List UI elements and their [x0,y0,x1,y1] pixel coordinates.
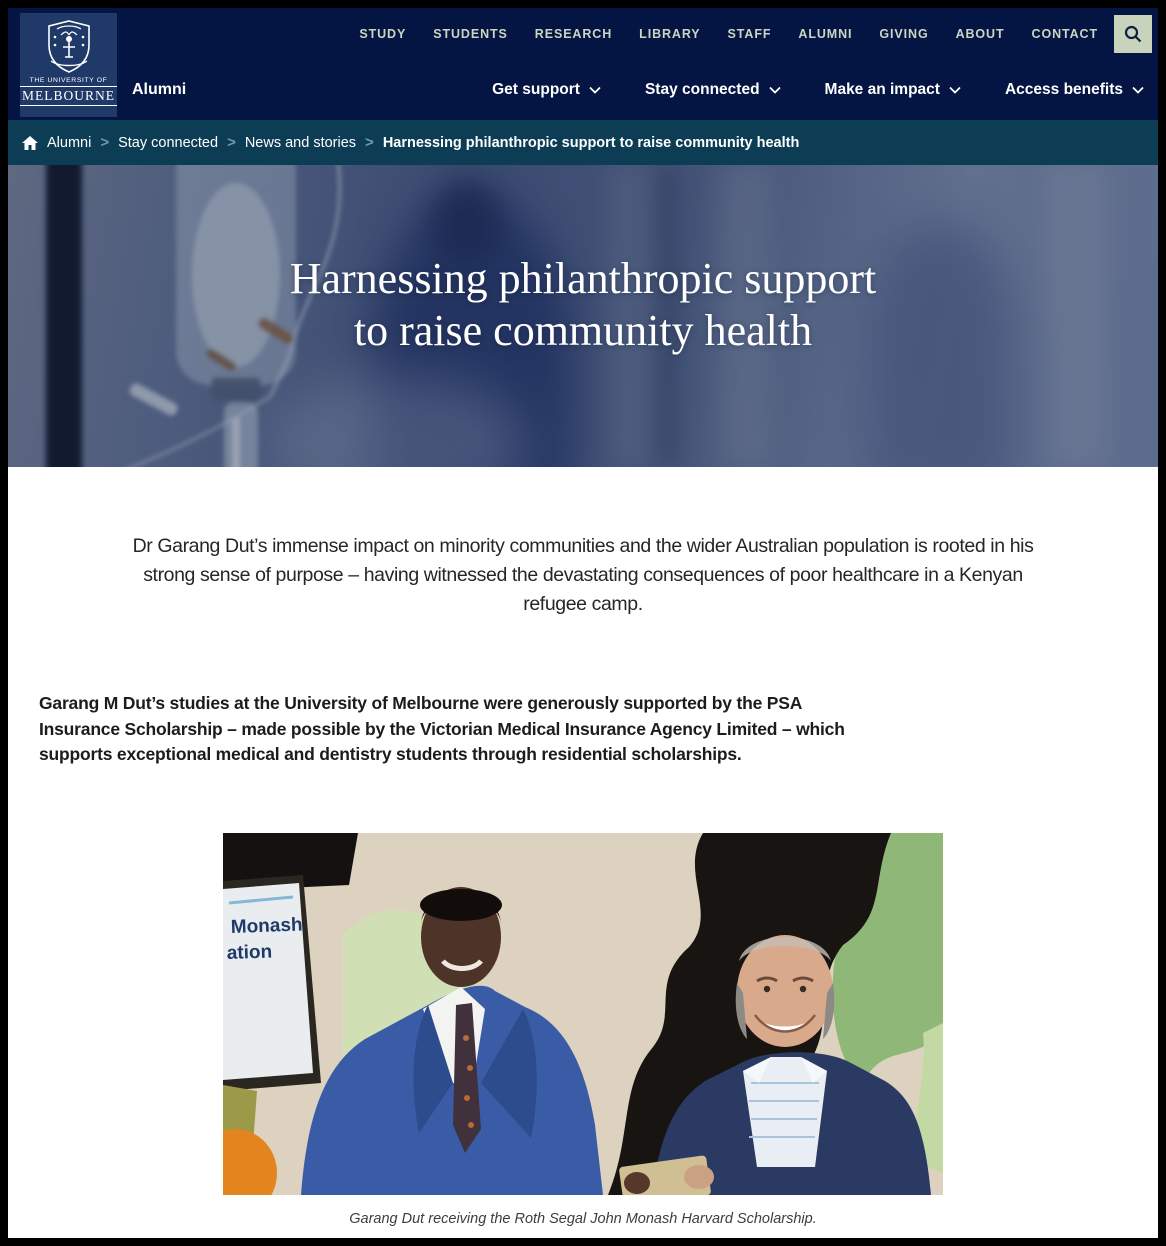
main-nav-row [8,60,1158,120]
nav-dropdown-stay-connected[interactable] [645,81,781,99]
nav-item-contact[interactable]: CONTACT [1031,27,1098,41]
utility-nav-row [8,8,1158,60]
breadcrumb-current-page: Harnessing philanthropic support to raise community health [382,134,800,151]
photo-screen-text-line2: ation [226,940,273,964]
logo-text-line2: MELBOURNE [20,86,117,106]
photo-screen-text-line1: Monash [230,914,303,938]
nav-item-research[interactable]: RESEARCH [534,27,613,41]
breadcrumb-separator-icon: > [100,134,110,151]
nav-item-alumni[interactable]: ALUMNI [798,27,853,41]
section-label-alumni: Alumni [132,81,187,98]
nav-dropdown-label: Access benefits [1004,81,1123,98]
article-figure [223,833,943,1227]
breadcrumb-link-stay-connected[interactable]: Stay connected [118,134,219,151]
nav-dropdown-access-benefits[interactable] [1005,81,1144,99]
university-crest-icon [43,19,95,75]
article-intro-paragraph: Dr Garang Dut’s immense impact on minority communities and the wider Australian population is rooted in his strong sense of purpose – having witnessed the devastating consequences of poor healthcare in a Kenyan refugee camp. [132,535,1034,615]
breadcrumb [8,120,1158,165]
logo-text-line1: THE UNIVERSITY OF [29,77,108,84]
nav-item-about[interactable]: ABOUT [955,27,1005,41]
chevron-down-icon [589,86,601,94]
page-content [8,8,1158,1238]
nav-dropdown-label: Make an impact [824,81,940,98]
chevron-down-icon [1132,86,1144,94]
chevron-down-icon [769,86,781,94]
search-icon [1123,24,1143,44]
nav-dropdown-get-support[interactable] [492,81,601,99]
nav-item-giving[interactable]: GIVING [879,27,929,41]
breadcrumb-home-link[interactable] [22,136,38,150]
page-title-line1: Harnessing philanthropic support [289,254,877,303]
utility-nav [359,27,1098,41]
figure-caption: Garang Dut receiving the Roth Segal John Monash Harvard Scholarship. [349,1210,817,1227]
page-title-line2: to raise community health [353,306,813,355]
nav-item-library[interactable]: LIBRARY [639,27,701,41]
nav-item-study[interactable]: STUDY [359,27,407,41]
university-logo[interactable] [20,13,117,117]
article-lead-paragraph: Garang M Dut’s studies at the University of Melbourne were generously supported by the PSA Insurance Scholarship – made possible by the Victorian Medical Insurance Agency Limited – which supports exceptional medical and dentistry students through residential scholarships. [39,693,845,764]
search-button[interactable] [1114,15,1152,53]
nav-dropdown-label: Get support [492,81,580,98]
article-body [8,467,1158,1227]
breadcrumb-separator-icon: > [365,134,374,151]
home-icon [22,136,38,150]
nav-dropdown-make-an-impact[interactable] [825,81,961,99]
site-header [8,8,1158,120]
scholarship-photo [223,833,943,1195]
nav-dropdown-label: Stay connected [644,81,760,98]
page-title [8,253,1158,357]
hero-banner [8,165,1158,467]
breadcrumb-link-news-and-stories[interactable]: News and stories [244,134,357,151]
breadcrumb-separator-icon: > [227,134,236,151]
main-nav [492,81,1144,99]
nav-item-staff[interactable]: STAFF [727,27,772,41]
breadcrumb-link-alumni[interactable]: Alumni [47,134,92,151]
nav-item-students[interactable]: STUDENTS [433,27,508,41]
chevron-down-icon [949,86,961,94]
